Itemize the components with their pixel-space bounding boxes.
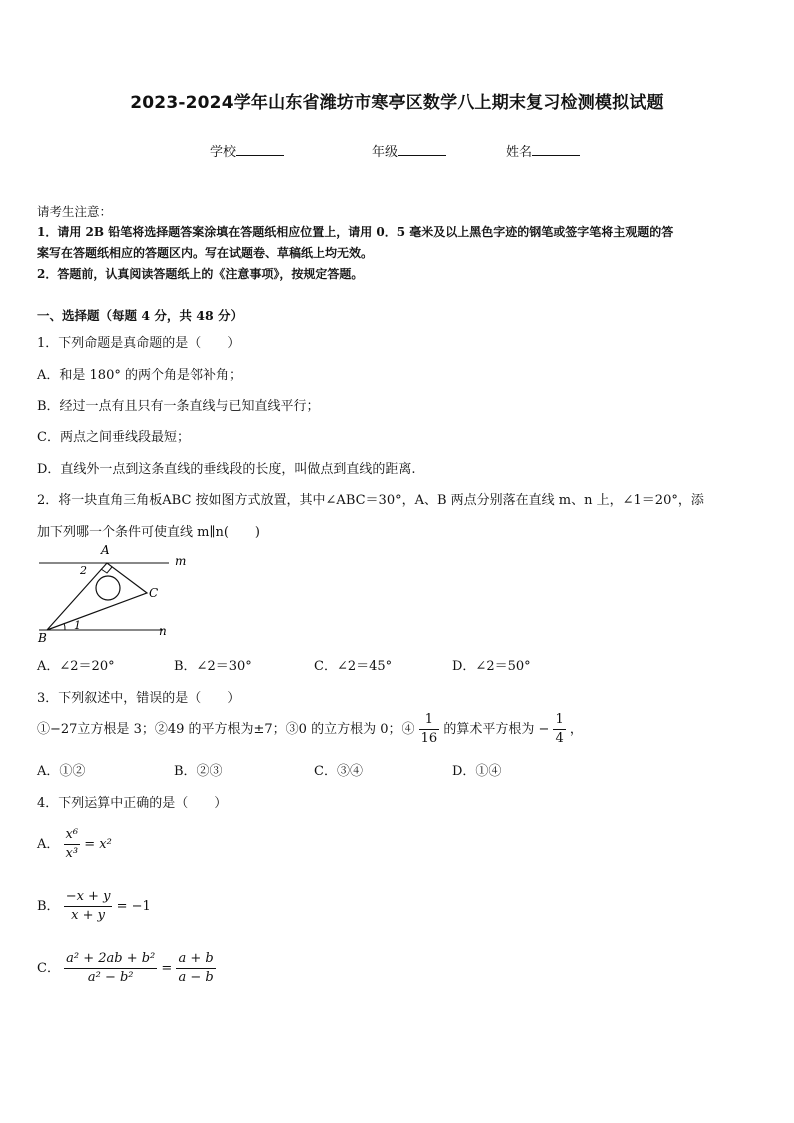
q2-option-d: D．∠2＝50° [452, 659, 531, 674]
q4-option-c-fraction-right [176, 950, 215, 987]
page-title: 2023-2024学年山东省潍坊市寒亭区数学八上期末复习检测模拟试题 [130, 93, 664, 113]
angle-1-arc [64, 623, 65, 630]
q4-option-b-numerator: −x + y [64, 888, 113, 907]
q2-option-a: A．∠2＝20° [37, 659, 115, 674]
q3-fraction-1 [419, 711, 440, 748]
q4-option-c-numerator-right: a + b [176, 950, 215, 969]
q3-option-a: A．①② [37, 764, 86, 779]
q3-statement-text-1: ①−27立方根是 3；②49 的平方根为±7；③0 的立方根为 0；④ [37, 722, 415, 737]
q4-option-a [37, 826, 112, 863]
q3-option-b: B．②③ [174, 764, 223, 779]
name-field [506, 141, 580, 160]
q2-stem-line1: 2．将一块直角三角板ABC 按如图方式放置，其中∠ABC＝30°，A、B 两点分别落在直线 m、n 上，∠1＝20°，添 [37, 493, 704, 508]
name-blank [532, 143, 580, 156]
q3-option-c: C．③④ [314, 764, 363, 779]
q3-fraction-1-denominator: 16 [420, 731, 438, 746]
school-blank [236, 143, 284, 156]
q4-option-a-rhs: = x² [84, 837, 112, 852]
q4-option-b-fraction [64, 888, 113, 925]
q1-option-d: D．直线外一点到这条直线的垂线段的长度，叫做点到直线的距离. [37, 462, 416, 477]
grade-label: 年级 [372, 145, 399, 160]
q1-option-b: B．经过一点有且只有一条直线与已知直线平行； [37, 399, 320, 414]
q4-option-b-denominator: x + y [71, 908, 105, 923]
q4-option-c-label: C． [37, 961, 60, 976]
q4-option-c [37, 950, 216, 987]
q4-option-a-fraction [64, 826, 81, 863]
q1-stem: 1．下列命题是真命题的是（ ） [37, 336, 241, 351]
label-c: C [149, 586, 159, 600]
q1-option-c: C．两点之间垂线段最短； [37, 430, 190, 445]
q4-option-c-numerator-left: a² + 2ab + b² [64, 950, 157, 969]
q3-statements [37, 711, 583, 748]
q3-fraction-2-denominator: 4 [555, 731, 564, 746]
label-b: B [38, 631, 47, 645]
q3-stem: 3．下列叙述中，错误的是（ ） [37, 691, 241, 706]
q3-statement-text-2: 的算术平方根为 − [443, 722, 550, 737]
label-angle-1: 1 [74, 619, 81, 632]
section-heading: 一、选择题（每题 4 分，共 48 分） [37, 308, 244, 323]
q2-option-c: C．∠2＝45° [314, 659, 393, 674]
q3-fraction-2-numerator: 1 [553, 711, 565, 730]
grade-blank [398, 143, 446, 156]
label-angle-2: 2 [80, 564, 87, 577]
q4-stem: 4．下列运算中正确的是（ ） [37, 796, 228, 811]
notice-line-1a: 1．请用 2B 铅笔将选择题答案涂填在答题纸相应位置上，请用 0．5 毫米及以上黑色字迹的钢笔或签字笔将主观题的答 [37, 225, 674, 239]
q4-option-c-equals: = [161, 961, 173, 976]
q2-stem-line2: 加下列哪一个条件可使直线 m∥n( ) [37, 525, 260, 540]
notice-line-1b: 案写在答题纸相应的答题区内。写在试题卷、草稿纸上均无效。 [37, 246, 374, 260]
q2-option-b: B．∠2＝30° [174, 659, 252, 674]
q1-option-a: A．和是 180° 的两个角是邻补角； [37, 368, 242, 383]
q4-option-c-denominator-left: a² − b² [87, 970, 134, 985]
label-m: m [175, 554, 187, 568]
school-label: 学校 [210, 145, 237, 160]
notice-line-2: 2．答题前，认真阅读答题纸上的《注意事项》，按规定答题。 [37, 267, 364, 281]
q4-option-a-numerator: x⁶ [64, 826, 81, 845]
q4-option-a-denominator: x³ [65, 846, 79, 861]
grade-field [372, 141, 446, 160]
q4-option-c-denominator-right: a − b [178, 970, 214, 985]
q3-fraction-2 [553, 711, 565, 748]
name-label: 姓名 [506, 145, 533, 160]
q3-fraction-1-numerator: 1 [419, 711, 440, 730]
q4-option-b [37, 888, 151, 925]
q3-statement-text-3: ， [569, 722, 583, 737]
q4-option-c-fraction-left [64, 950, 157, 987]
label-n: n [159, 624, 167, 638]
q4-option-b-rhs: = −1 [116, 899, 151, 914]
notice-heading: 请考生注意： [37, 204, 113, 219]
school-field [210, 141, 284, 160]
q4-option-a-label: A． [37, 837, 60, 852]
label-a: A [101, 543, 110, 557]
q3-option-d: D．①④ [452, 764, 502, 779]
triangle-hole [96, 576, 120, 600]
q4-option-b-label: B． [37, 899, 60, 914]
triangle-abc [47, 563, 147, 630]
q2-figure [35, 543, 195, 647]
